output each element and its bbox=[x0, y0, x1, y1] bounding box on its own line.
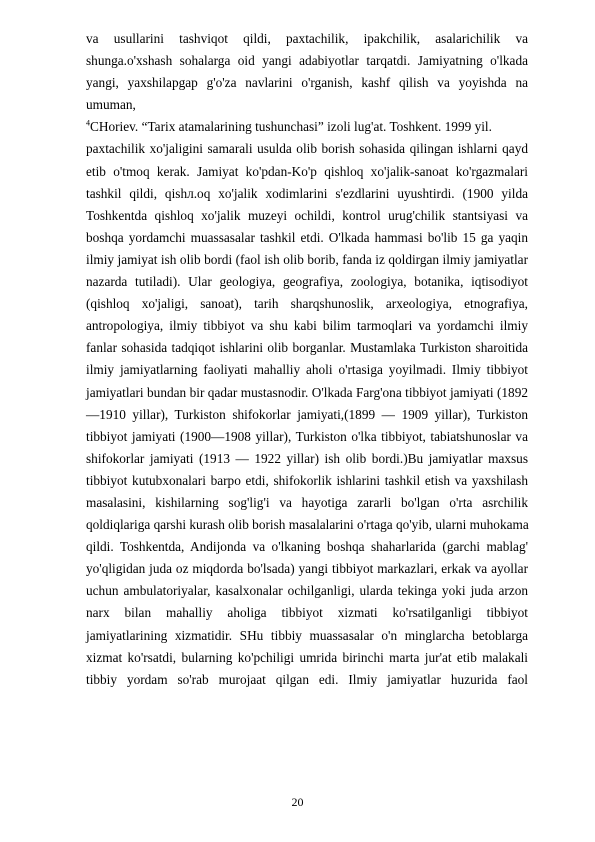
text-line: boshqa yordamchi muassasalar tashkil etdi. O'lkada hammasi bo'lib 15 ga yaqin bbox=[86, 229, 528, 245]
text-line: fanlar sohasida tadqiqot ishlarini olib borganlar. Mustamlaka Turkiston sharoitida bbox=[86, 340, 528, 356]
text-line: Toshkentda qishloq xo'jalik muzeyi ochildi, kontrol urug'chilik stantsiyasi va bbox=[86, 207, 528, 223]
text-line: jamiyatlarining xizmatidir. SHu tibbiy muassasalar o'n minglarcha betoblarga bbox=[86, 627, 528, 643]
text-line: ilmiy jamiyatlarning faoliyati mahalliy aholi o'rtasiga yoyilmadi. Ilmiy tibbiyot bbox=[86, 362, 528, 378]
text-line: jamiyatlari bundan bir qadar mustasnodir. O'lkada Farg'ona tibbiyot jamiyati (1892 bbox=[86, 384, 528, 400]
text-line: umuman, bbox=[86, 97, 136, 113]
text-line: tibbiy yordam so'rab murojaat qilgan edi. Ilmiy jamiyatlar huzurida faol bbox=[86, 671, 528, 687]
text-line: uchun ambulatoriyalar, kasalxonalar ochilganligi, ularda tekinga yoki juda arzon bbox=[86, 583, 528, 599]
text-line: tashkil qildi, qishл.oq xo'jalik xodimlarini s'ezdlarini uyushtirdi. (1900 yilda bbox=[86, 185, 528, 201]
footnote-text: CHoriev. “Tarix atamalarining tushunchasi” izoli lug'at. Toshkent. 1999 yil. bbox=[90, 119, 492, 135]
text-line: shifokorlar jamiyati (1913 — 1922 yillar) ish olib bordi.)Bu jamiyatlar maxsus bbox=[86, 450, 528, 466]
text-line: narx bilan mahalliy aholiga tibbiyot xizmati ko'rsatilganligi tibbiyot bbox=[86, 605, 528, 621]
body-text bbox=[86, 28, 528, 691]
text-line: yangi, yaxshilapgap g'o'za navlarini o'rganish, kashf qilish va yoyishda na bbox=[86, 75, 528, 91]
text-line: xizmat ko'rsatdi, bularning ko'pchiligi umrida birinchi marta jur'at etib malakali bbox=[86, 649, 528, 665]
text-line: tibbiyot kutubxonalari barpo etdi, shifokorlik ishlarini tashkil etish va yaxshilash bbox=[86, 472, 528, 488]
text-line: tibbiyot jamiyati (1900—1908 yillar), Turkiston o'lka tibbiyot, tabiatshunoslar va bbox=[86, 428, 528, 444]
page-number: 20 bbox=[291, 795, 304, 809]
text-line: va usullarini tashviqot qildi, paxtachilik, ipakchilik, asalarichilik va bbox=[86, 31, 528, 46]
text-line: shunga.o'xshash sohalarga oid yangi adabiyotlar tarqatdi. Jamiyatning o'lkada bbox=[86, 53, 528, 69]
text-line: nazarda tutiladi). Ular geologiya, geografiya, zoologiya, botanika, iqtisodiyot bbox=[86, 274, 528, 290]
text-line: etib o'tmoq kerak. Jamiyat ko'pdan-Ko'p qishloq xo'jalik-sanoat ko'rgazmalari bbox=[86, 163, 528, 179]
text-line: —1910 yillar), Turkiston shifokorlar jamiyati,(1899 — 1909 yillar), Turkiston bbox=[86, 406, 528, 422]
text-line: yo'qligidan juda oz miqdorda bo'lsada) yangi tibbiyot markazlari, erkak va ayollar bbox=[86, 561, 528, 577]
text-line: qildi. Toshkentda, Andijonda va o'lkaning boshqa shaharlarida (garchi mablag' bbox=[86, 539, 528, 555]
footnote-line bbox=[86, 116, 528, 138]
text-line: masalasini, kishilarning sog'lig'i va hayotiga zararli bo'lgan o'rta asrchilik bbox=[86, 494, 528, 510]
text-line: ilmiy jamiyat ish olib bordi (faol ish olib borib, fanda iz qoldirgan ilmiy jamiyatlar bbox=[86, 251, 528, 267]
text-line: paxtachilik xo'jaligini samarali usulda olib borish sohasida qilingan ishlarni qayd bbox=[86, 141, 528, 157]
text-line: (qishloq xo'jaligi, sanoat), tarih sharqshunoslik, arxeologiya, etnografiya, bbox=[86, 296, 528, 312]
footnote-mark: 4 bbox=[86, 118, 90, 128]
text-line: antropologiya, ilmiy tibbiyot va shu kabi bilim tarmoqlari va yordamchi ilmiy bbox=[86, 318, 528, 334]
text-line: qoldiqlariga qarshi kurash olib borish masalalarini o'rtaga qo'yib, ularni muhokama bbox=[86, 517, 529, 533]
